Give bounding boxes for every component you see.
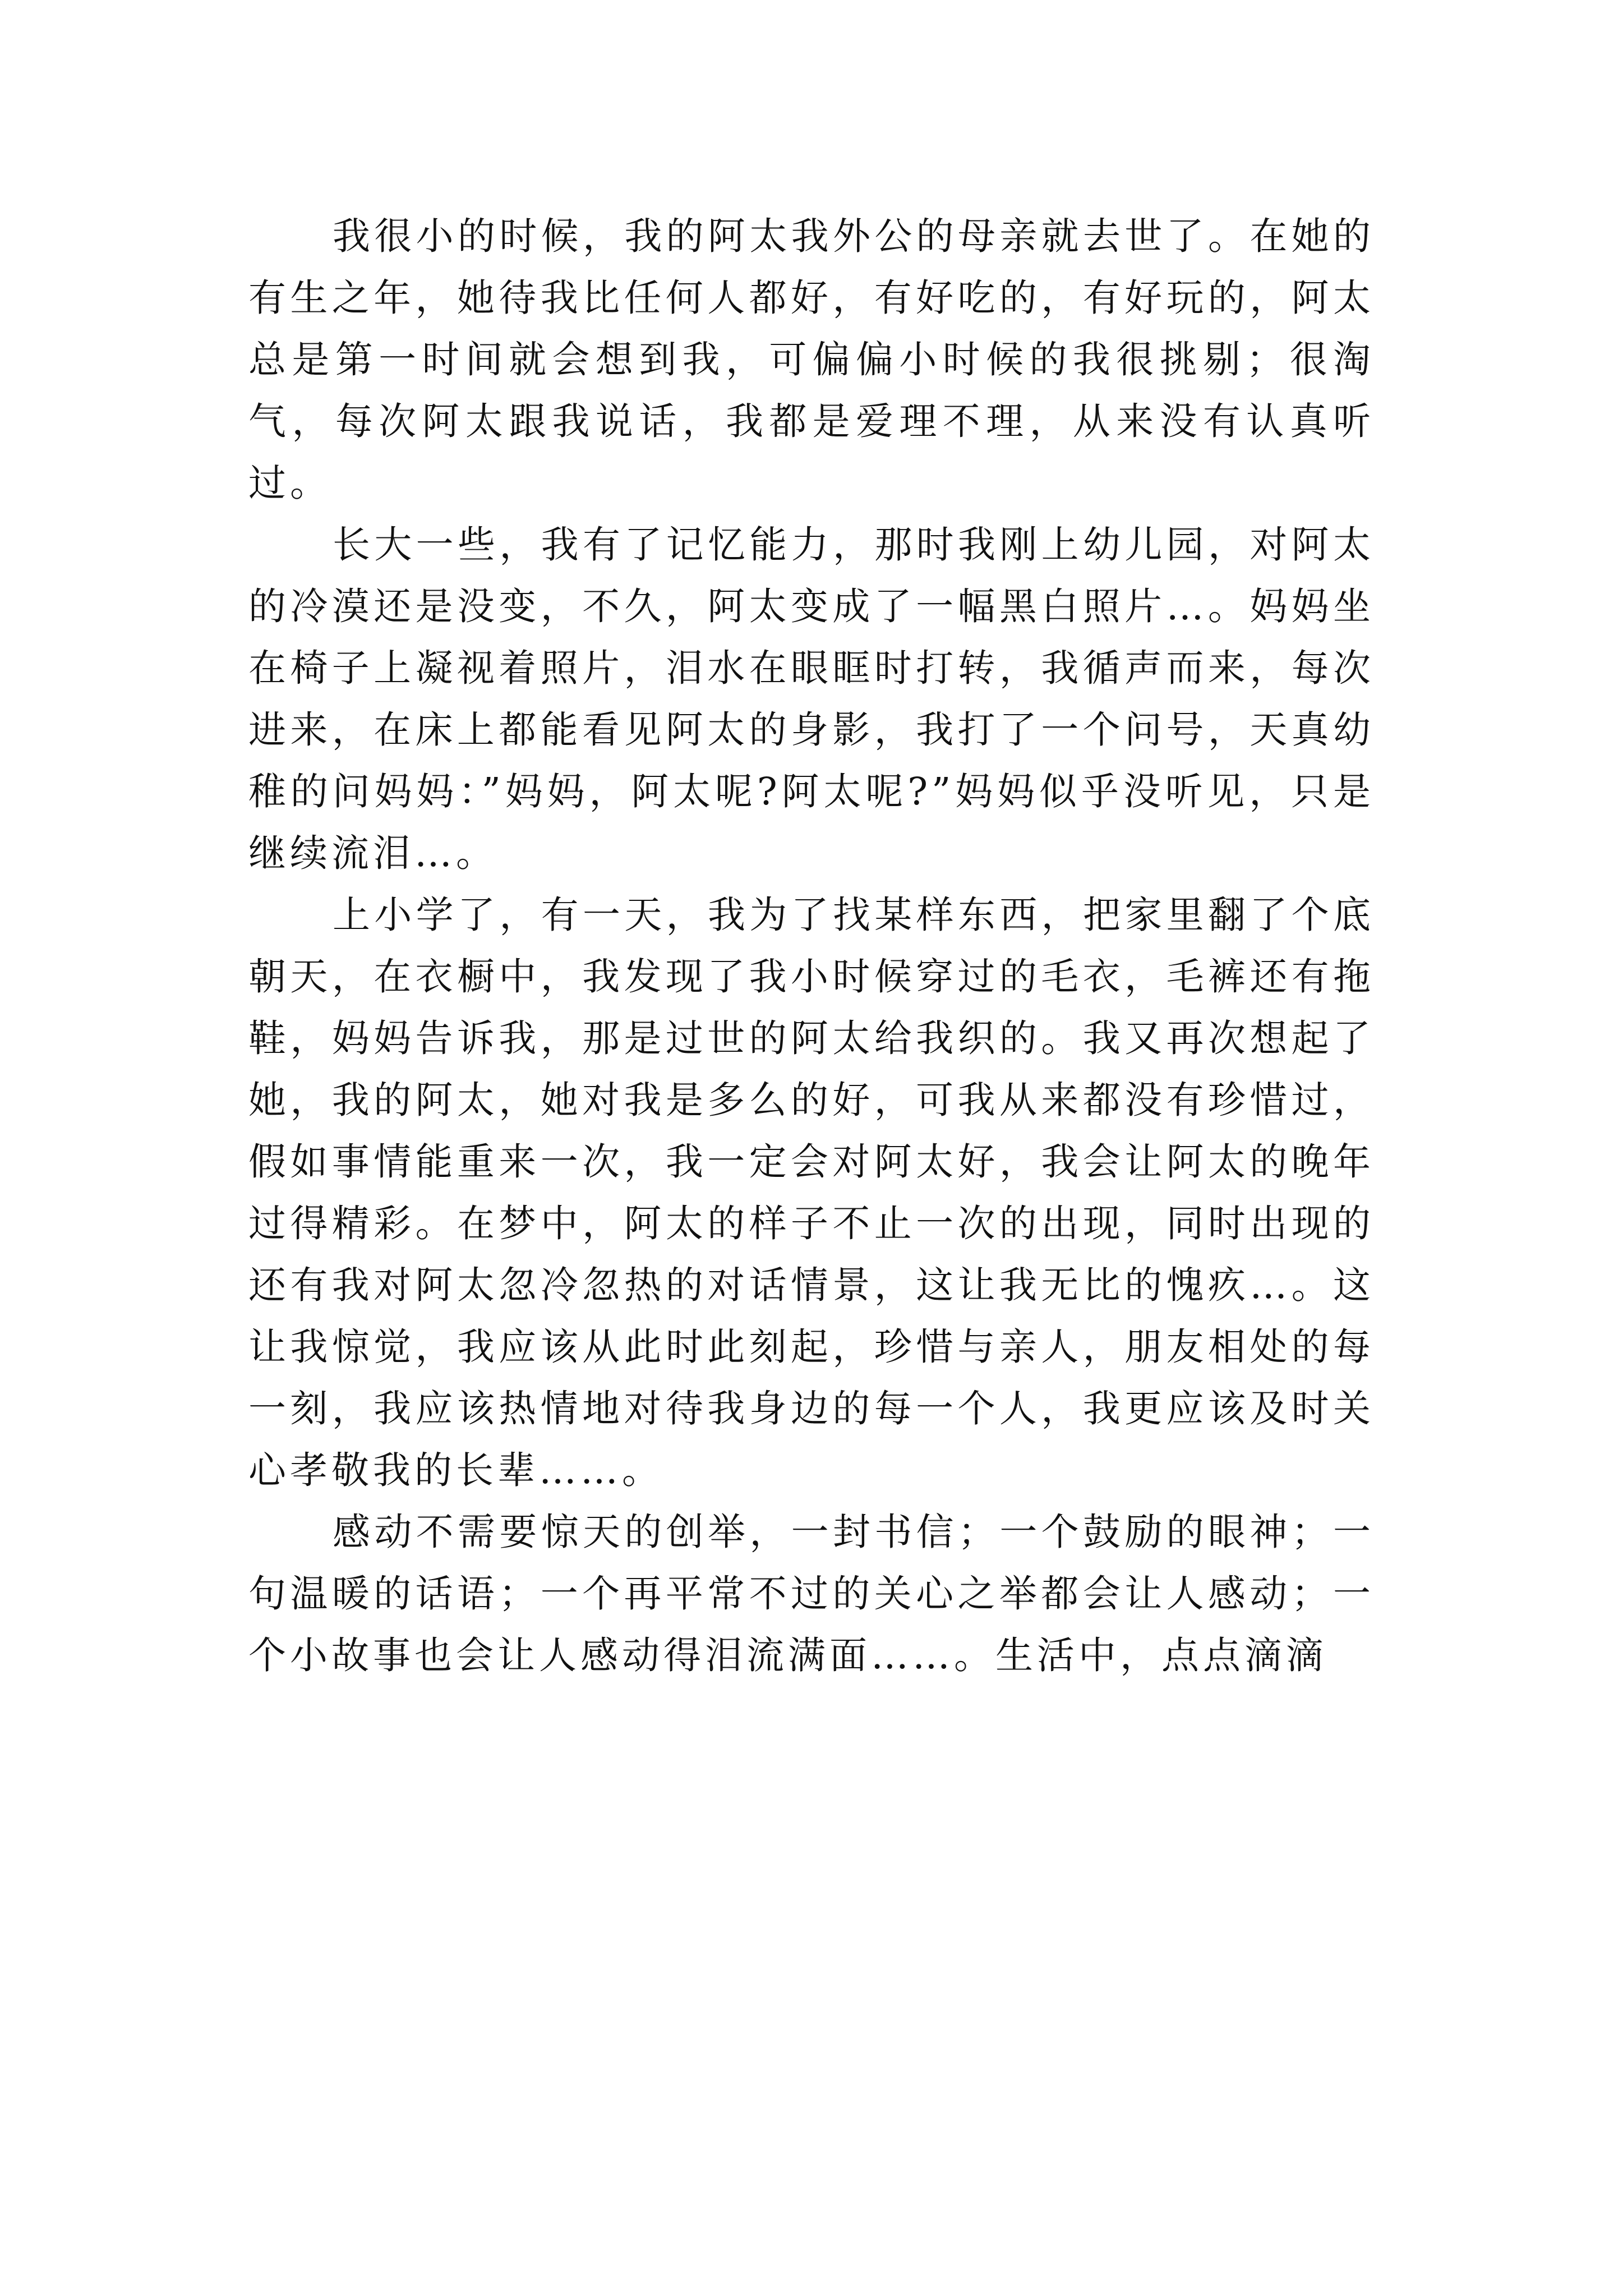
paragraph-4: 感动不需要惊天的创举，一封书信；一个鼓励的眼神；一句温暖的话语；一个再平常不过的关心之举都会让人感动；一个小故事也会让人感动得泪流满面……。生活中，点点滴滴	[248, 1510, 1375, 1677]
paragraph-1: 我很小的时候，我的阿太我外公的母亲就去世了。在她的有生之年，她待我比任何人都好，有好吃的，有好玩的，阿太总是第一时间就会想到我，可偏偏小时候的我很挑剔；很淘气，每次阿太跟我说话，我都是爱理不理，从来没有认真听过。	[248, 214, 1375, 505]
paragraph-2: 长大一些，我有了记忆能力，那时我刚上幼儿园，对阿太的冷漠还是没变，不久，阿太变成了一幅黑白照片…。妈妈坐在椅子上凝视着照片，泪水在眼眶时打转，我循声而来，每次进来，在床上都能看见阿太的身影，我打了一个问号，天真幼稚的问妈妈：”妈妈，阿太呢?阿太呢?”妈妈似乎没听见，只是继续流泪…。	[248, 523, 1375, 875]
document-body	[248, 205, 1375, 1686]
paragraph-3: 上小学了，有一天，我为了找某样东西，把家里翻了个底朝天，在衣橱中，我发现了我小时候穿过的毛衣，毛裤还有拖鞋，妈妈告诉我，那是过世的阿太给我织的。我又再次想起了她，我的阿太，她对我是多么的好，可我从来都没有珍惜过，假如事情能重来一次，我一定会对阿太好，我会让阿太的晚年过得精彩。在梦中，阿太的样子不止一次的出现，同时出现的还有我对阿太忽冷忽热的对话情景，这让我无比的愧疚…。这让我惊觉，我应该从此时此刻起，珍惜与亲人，朋友相处的每一刻，我应该热情地对待我身边的每一个人，我更应该及时关心孝敬我的长辈……。	[248, 893, 1375, 1492]
